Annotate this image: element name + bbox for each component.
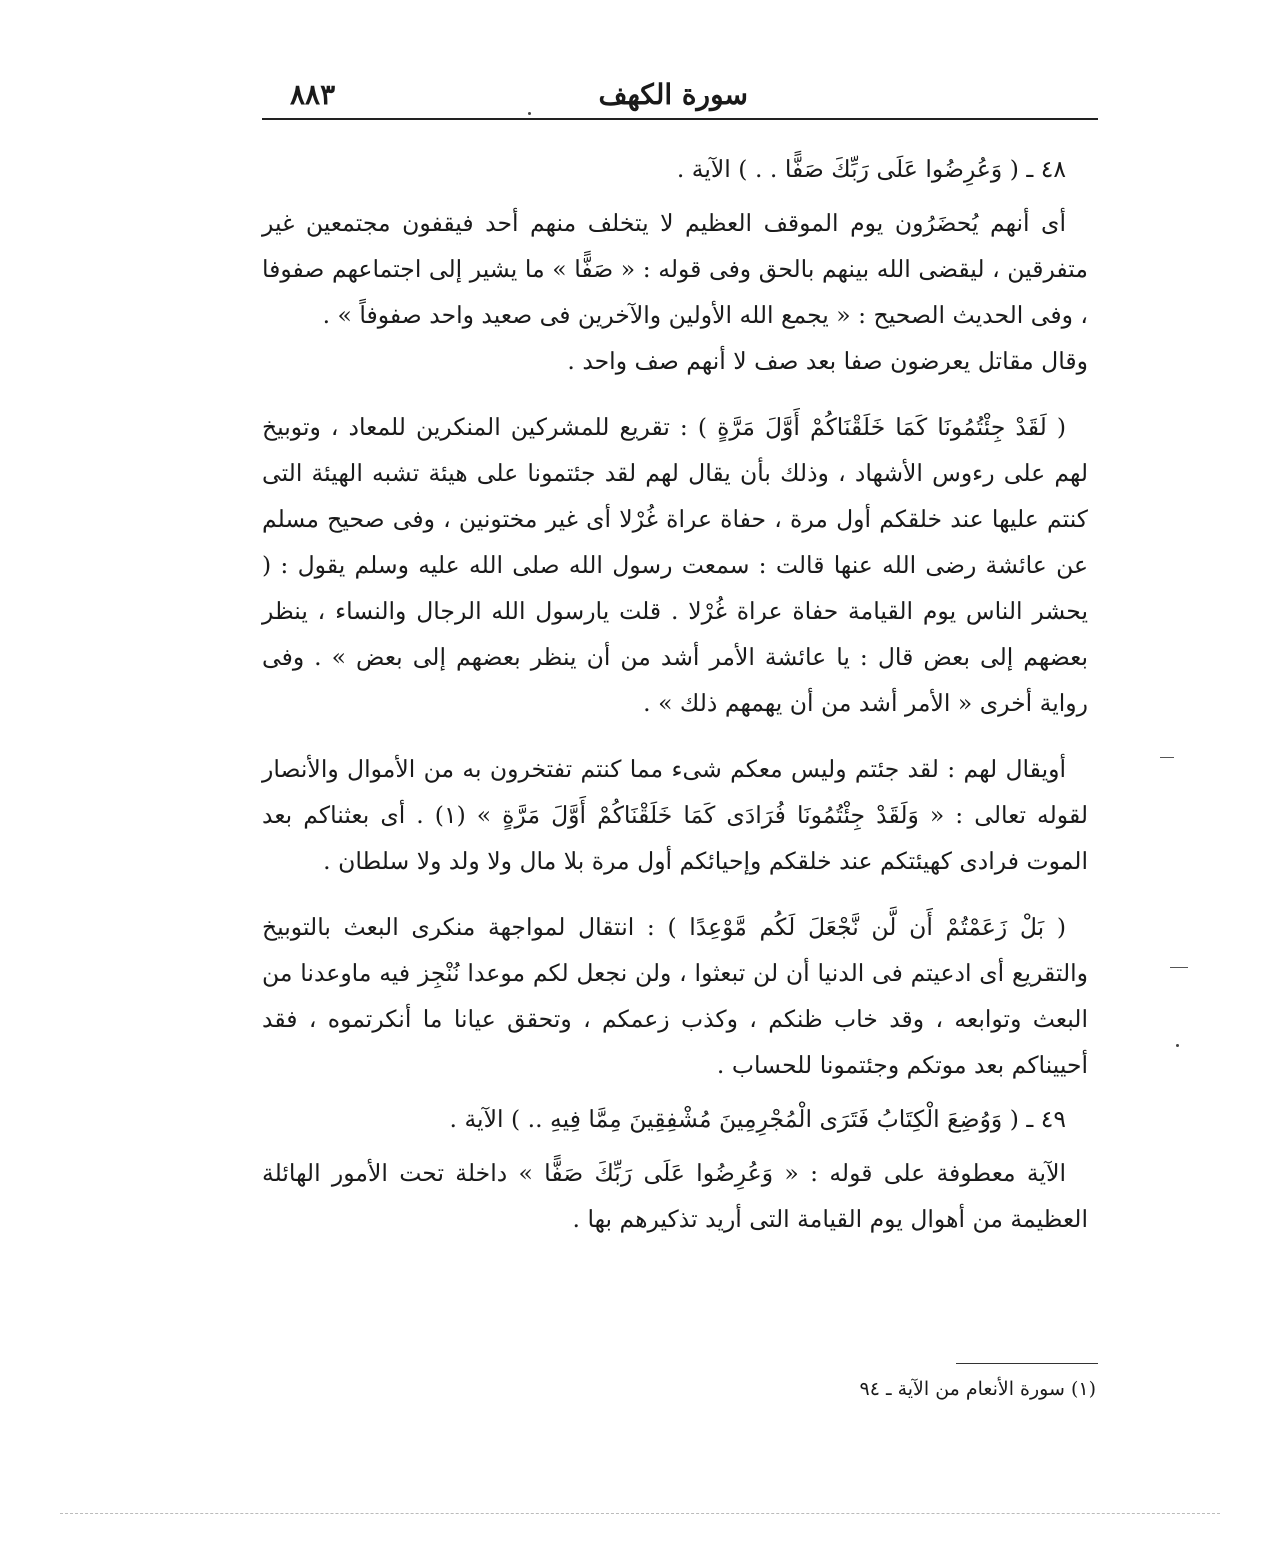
paragraph: ( بَلْ زَعَمْتُمْ أَن لَّن نَّجْعَلَ لَكُم مَّوْعِدًا ) : انتقال لمواجهة منكرى البعث بالتوبيخ والتقريع أى ادعيتم فى الدنيا أن لن تبعثوا ، ولن نجعل لكم موعدا نُنْجِز فيه ماوعدنا من البعث وتوابعه ، وقد خاب ظنكم ، وكذب زعمكم ، وتحقق عيانا ما أنكرتموه ، فقد أحييناكم بعد موتكم وجئتمونا للحساب . [262, 913, 1088, 1079]
margin-dot [528, 112, 531, 115]
verse-heading-49: ٤٩ ـ ( وَوُضِعَ الْكِتَابُ فَتَرَى الْمُجْرِمِينَ مُشْفِقِينَ مِمَّا فِيهِ .. ) الآية . [449, 1105, 1066, 1133]
body-text [262, 146, 1088, 1242]
margin-mark [1160, 757, 1174, 758]
paragraph: وقال مقاتل يعرضون صفا بعد صف لا أنهم صف واحد . [567, 347, 1088, 375]
margin-mark [1170, 967, 1188, 968]
header-rule [262, 118, 1098, 120]
paragraph: أى أنهم يُحضَرُون يوم الموقف العظيم لا يتخلف منهم أحد فيقفون مجتمعين غير متفرقين ، ليقضى الله بينهم بالحق وفى قوله : « صَفًّا » ما يشير إلى اجتماعهم صفوفا ، وفى الحديث الصحيح : « يجمع الله الأولين والآخرين فى صعيد واحد صفوفاً » . [262, 209, 1088, 329]
footnote: (١) سورة الأنعام من الآية ـ ٩٤ [859, 1378, 1096, 1400]
verse-heading-48: ٤٨ ـ ( وَعُرِضُوا عَلَى رَبِّكَ صَفًّا . . ) الآية . [676, 155, 1066, 183]
page-title: سورة الكهف [598, 78, 748, 111]
scan-edge-line [60, 1513, 1220, 1514]
footnote-rule [956, 1363, 1098, 1364]
margin-dot [1176, 1044, 1179, 1047]
page-number: ٨٨٣ [290, 78, 336, 111]
page-header [262, 72, 1098, 118]
paragraph: أويقال لهم : لقد جئتم وليس معكم شىء مما كنتم تفتخرون به من الأموال والأنصار لقوله تعالى : « وَلَقَدْ جِئْتُمُونَا فُرَادَى كَمَا خَلَقْنَاكُمْ أَوَّلَ مَرَّةٍ » (١) . أى بعثناكم بعد الموت فرادى كهيئتكم عند خلقكم وإحيائكم أول مرة بلا مال ولا ولد ولا سلطان . [262, 755, 1088, 875]
paragraph: ( لَقَدْ جِئْتُمُونَا كَمَا خَلَقْنَاكُمْ أَوَّلَ مَرَّةٍ ) : تقريع للمشركين المنكرين للمعاد ، وتوبيخ لهم على رءوس الأشهاد ، وذلك بأن يقال لهم لقد جئتمونا على هيئة تشبه الهيئة التى كنتم عليها عند خلقكم أول مرة ، حفاة عراة غُرْلا أى غير مختونين ، وفى صحيح مسلم عن عائشة رضى الله عنها قالت : سمعت رسول الله صلى الله عليه وسلم يقول : ( يحشر الناس يوم القيامة حفاة عراة غُرْلا . قلت يارسول الله الرجال والنساء ، ينظر بعضهم إلى بعض قال : يا عائشة الأمر أشد من أن ينظر بعضهم إلى بعض » . وفى رواية أخرى « الأمر أشد من أن يهمهم ذلك » . [262, 413, 1088, 717]
paragraph: الآية معطوفة على قوله : « وَعُرِضُوا عَلَى رَبِّكَ صَفًّا » داخلة تحت الأمور الهائلة العظيمة من أهوال يوم القيامة التى أريد تذكيرهم بها . [262, 1159, 1088, 1233]
